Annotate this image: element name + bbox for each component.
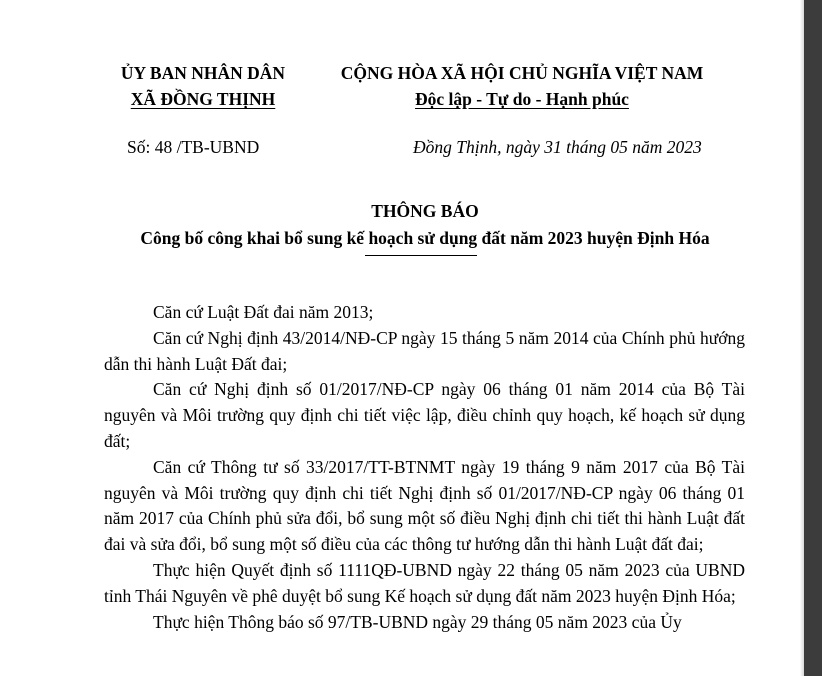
document-title: THÔNG BÁO xyxy=(371,201,479,221)
paragraph: Căn cứ Nghị định số 01/2017/NĐ-CP ngày 06 tháng 01 năm 2014 của Bộ Tài nguyên và Môi trường quy định chi tiết việc lập, điều chỉnh quy hoạch, kế hoạch sử dụng đất; xyxy=(104,379,745,451)
paragraph: Căn cứ Nghị định 43/2014/NĐ-CP ngày 15 tháng 5 năm 2014 của Chính phủ hướng dẫn thi hành Luật Đất đai; xyxy=(104,327,745,374)
document-subtitle: Công bố công khai bổ sung kế hoạch sử dụng đất năm 2023 huyện Định Hóa xyxy=(140,228,710,248)
paragraph: Thực hiện Quyết định số 1111QĐ-UBND ngày 22 tháng 05 năm 2023 của UBND tỉnh Thái Nguyên về phê duyệt bổ sung Kế hoạch sử dụng đất năm 2023 huyện Định Hóa; xyxy=(104,559,745,606)
country-name: CỘNG HÒA XÃ HỘI CHỦ NGHĨA VIỆT NAM xyxy=(340,63,704,83)
title-divider xyxy=(365,255,477,256)
paragraph: Thực hiện Thông báo số 97/TB-UBND ngày 29 tháng 05 năm 2023 của Ủy xyxy=(153,611,682,632)
authority-line-1: ỦY BAN NHÂN DÂN xyxy=(120,63,286,83)
motto-line: Độc lập - Tự do - Hạnh phúc xyxy=(415,89,629,109)
authority-line-2: XÃ ĐỒNG THỊNH xyxy=(130,89,276,109)
national-motto xyxy=(308,60,736,112)
document-number: Số: 48 /TB-UBND xyxy=(127,137,260,157)
document-body xyxy=(104,300,745,635)
paragraph: Căn cứ Thông tư số 33/2017/TT-BTNMT ngày 19 tháng 9 năm 2017 của Bộ Tài nguyên và Môi trường quy định chi tiết Nghị định số 01/2017/NĐ-CP ngày 06 tháng 01 năm 2017 của Chính phủ sửa đổi, bổ sung một số điều Nghị định chi tiết thi hành Luật đất đai và sửa đổi, bổ sung một số điều của các thông tư hướng dẫn thi hành Luật đất đai; xyxy=(104,456,745,555)
viewer-scrollbar-track[interactable] xyxy=(804,0,822,676)
paragraph: Căn cứ Luật Đất đai năm 2013; xyxy=(153,302,374,322)
document-date: Đồng Thịnh, ngày 31 tháng 05 năm 2023 xyxy=(413,137,702,157)
issuing-authority xyxy=(98,60,308,112)
